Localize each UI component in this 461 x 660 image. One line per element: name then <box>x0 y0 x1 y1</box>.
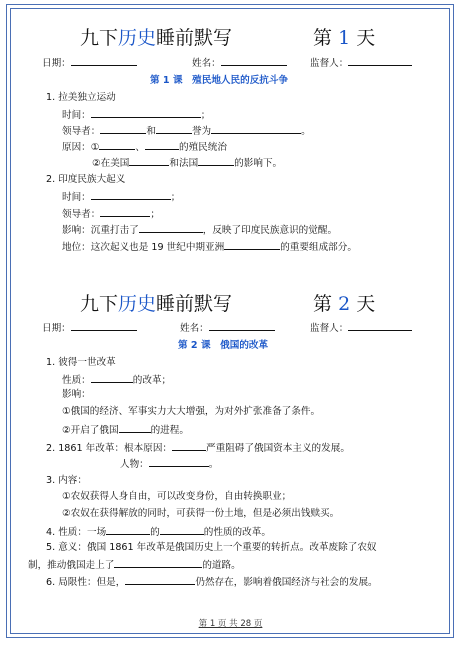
section-2-day: 第 2 天 <box>313 293 376 315</box>
d2-q1-nature: 性质： 的改革； <box>62 372 171 388</box>
d2-q3-title: 3. 内容： <box>46 475 87 486</box>
supervisor-blank[interactable] <box>348 320 412 331</box>
section-2-date-field: 日期： <box>42 320 137 336</box>
d1-q2-status: 地位：这次起义也是 19 世纪中期亚洲 的重要组成部分。 <box>62 239 357 255</box>
d2-q5-line2: 制，推动俄国走上了 的道路。 <box>28 557 241 573</box>
supervisor-blank[interactable] <box>348 55 412 66</box>
d1-q2-time: 时间： ； <box>62 189 180 205</box>
d2-q2: 2. 1861 年改革：根本原因： 严重阻碍了俄国资本主义的发展。 <box>46 440 350 456</box>
d2-q1-title: 1. 彼得一世改革 <box>46 357 116 368</box>
d2-q3-1: ①农奴获得人身自由，可以改变身份，自由转换职业； <box>62 491 292 502</box>
section-1-date-field: 日期： <box>42 55 137 71</box>
date-blank[interactable] <box>71 55 137 66</box>
d2-q1-impact1: ①俄国的经济、军事实力大大增强，为对外扩张准备了条件。 <box>62 406 321 417</box>
d2-q4: 4. 性质：一场 的 的性质的改革。 <box>46 524 271 540</box>
d2-q5-line1: 5. 意义：俄国 1861 年改革是俄国历史上一个重要的转折点。改革废除了农奴 <box>46 542 377 553</box>
section-1-title: 九下历史睡前默写 <box>80 27 233 49</box>
d1-q1-time: 时间： ； <box>62 107 210 123</box>
page-footer: 第 1 页 共 28 页 <box>198 619 263 629</box>
section-1-day: 第 1 天 <box>313 27 376 49</box>
section-2-name-field: 姓名： <box>180 320 275 336</box>
section-2-title: 九下历史睡前默写 <box>80 293 233 315</box>
section-1-name-field: 姓名： <box>192 55 287 71</box>
d2-q3-2: ②农奴在获得解放的同时，可获得一份土地，但是必须出钱赎买。 <box>62 508 340 519</box>
d1-q2-title: 2. 印度民族大起义 <box>46 174 126 185</box>
d1-q1-cause2: ②在美国 和法国 的影响下。 <box>92 155 282 171</box>
d2-q6: 6. 局限性：但是， 仍然存在，影响着俄国经济与社会的发展。 <box>46 574 378 590</box>
d1-q1-leader: 领导者： 和 誉为 。 <box>62 123 311 139</box>
section-1-lesson-title: 第 1 课 殖民地人民的反抗斗争 <box>150 75 289 86</box>
name-blank[interactable] <box>209 320 275 331</box>
d2-q1-impact: 影响： <box>62 389 91 400</box>
d1-q1-cause: 原因：① 、 的殖民统治 <box>62 139 227 155</box>
d1-q2-impact: 影响：沉重打击了 ，反映了印度民族意识的觉醒。 <box>62 222 337 238</box>
section-2-lesson-title: 第 2 课 俄国的改革 <box>178 340 269 351</box>
d1-q1-title: 1. 拉美独立运动 <box>46 92 116 103</box>
section-2-supervisor-field: 监督人： <box>310 320 412 336</box>
d2-q1-impact2: ②开启了俄国 的进程。 <box>62 422 189 438</box>
d1-q2-leader: 领导者： ； <box>62 206 160 222</box>
d2-q2-person: 人物： 。 <box>120 456 218 472</box>
name-blank[interactable] <box>221 55 287 66</box>
date-blank[interactable] <box>71 320 137 331</box>
section-1-supervisor-field: 监督人： <box>310 55 412 71</box>
